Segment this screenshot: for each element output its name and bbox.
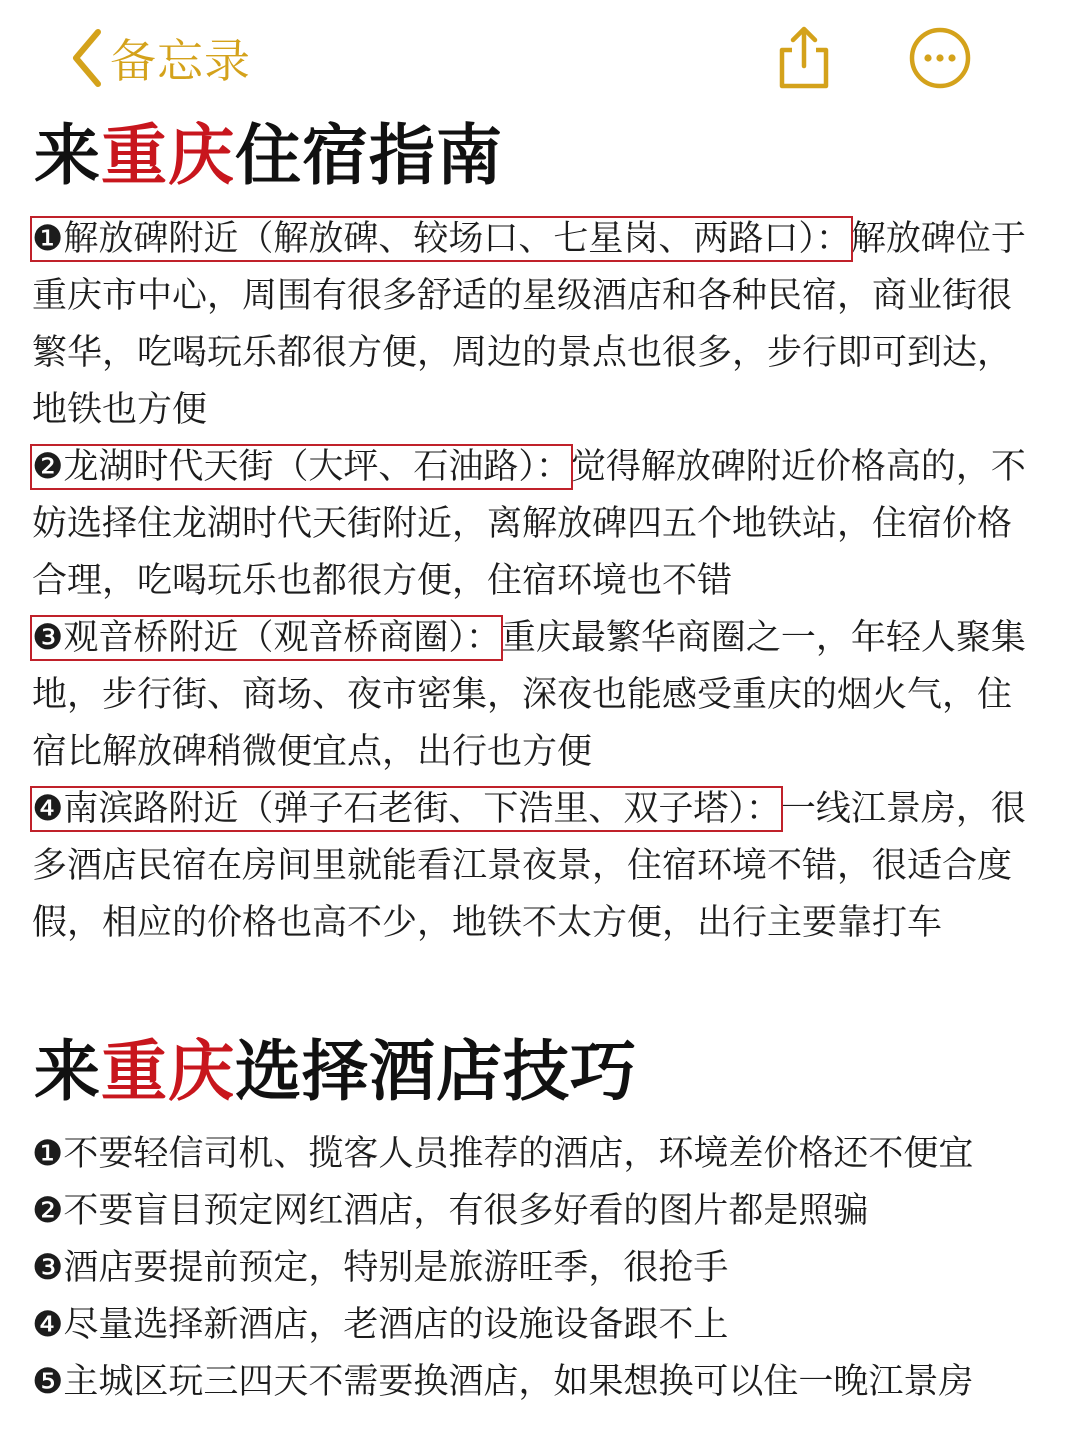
area-item (32, 439, 1042, 610)
area-number: ❷ (32, 447, 64, 487)
tips-list (32, 1126, 1042, 1411)
area-item (32, 211, 1042, 439)
share-button[interactable] (774, 24, 834, 90)
tip-text: 酒店要提前预定，特别是旅游旺季，很抢手 (63, 1248, 729, 1288)
tip-text: 不要轻信司机、揽客人员推荐的酒店，环境差价格还不便宜 (63, 1134, 974, 1174)
area-list (32, 211, 1042, 952)
more-options-button[interactable] (908, 26, 972, 90)
tip-text: 不要盲目预定网红酒店，有很多好看的图片都是照骗 (63, 1191, 869, 1231)
share-icon (774, 24, 834, 90)
area-number: ❹ (32, 789, 64, 829)
back-button[interactable] (70, 24, 251, 92)
area-number: ❶ (32, 219, 64, 259)
area-heading (32, 788, 781, 830)
title-highlight: 重庆 (101, 117, 235, 194)
tip-item (32, 1126, 1042, 1183)
guide-title (34, 116, 503, 196)
tip-text: 主城区玩三四天不需要换酒店，如果想换可以住一晚江景房 (63, 1362, 974, 1402)
tip-item (32, 1297, 1042, 1354)
tip-item (32, 1240, 1042, 1297)
area-heading-text: 南滨路附近（弹子石老街、下浩里、双子塔）： (63, 789, 781, 829)
title-suffix: 住宿指南 (235, 117, 503, 194)
area-heading-text: 龙湖时代天街（大坪、石油路）： (63, 447, 571, 487)
tip-item (32, 1354, 1042, 1411)
area-description: 一线江景房，很多酒店民宿在房间里就能看江景夜景，住宿环境不错，很适合度假，相应的价格也高不少，地铁不太方便，出行主要靠打车 (32, 789, 1026, 943)
tip-text: 尽量选择新酒店，老酒店的设施设备跟不上 (63, 1305, 729, 1345)
area-heading (32, 617, 501, 659)
area-description: 觉得解放碑附近价格高的，不妨选择住龙湖时代天街附近，离解放碑四五个地铁站，住宿价格合理，吃喝玩乐也都很方便，住宿环境也不错 (32, 447, 1026, 601)
area-heading (32, 218, 851, 260)
area-number: ❸ (32, 618, 64, 658)
chevron-left-icon (70, 28, 104, 88)
tip-number: ❷ (32, 1191, 64, 1231)
area-item (32, 610, 1042, 781)
area-description: 解放碑位于重庆市中心，周围有很多舒适的星级酒店和各种民宿，商业街很繁华，吃喝玩乐都很方便，周边的景点也很多，步行即可到达，地铁也方便 (32, 219, 1026, 430)
title-prefix: 来 (34, 117, 101, 194)
title-suffix: 选择酒店技巧 (235, 1033, 637, 1110)
area-heading-text: 观音桥附近（观音桥商圈）： (63, 618, 501, 658)
tip-number: ❶ (32, 1134, 64, 1174)
area-item (32, 781, 1042, 952)
area-heading-text: 解放碑附近（解放碑、较场口、七星岗、两路口）： (63, 219, 851, 259)
title-highlight: 重庆 (101, 1033, 235, 1110)
title-prefix: 来 (34, 1033, 101, 1110)
tip-number: ❸ (32, 1248, 64, 1288)
back-label: 备忘录 (110, 34, 251, 88)
tip-number: ❹ (32, 1305, 64, 1345)
area-heading (32, 446, 571, 488)
tip-number: ❺ (32, 1362, 64, 1402)
more-icon (908, 26, 972, 90)
top-nav-bar (0, 0, 1080, 112)
area-description: 重庆最繁华商圈之一，年轻人聚集地，步行街、商场、夜市密集，深夜也能感受重庆的烟火气，住宿比解放碑稍微便宜点，出行也方便 (32, 618, 1026, 772)
tips-title (34, 1032, 637, 1112)
tip-item (32, 1183, 1042, 1240)
